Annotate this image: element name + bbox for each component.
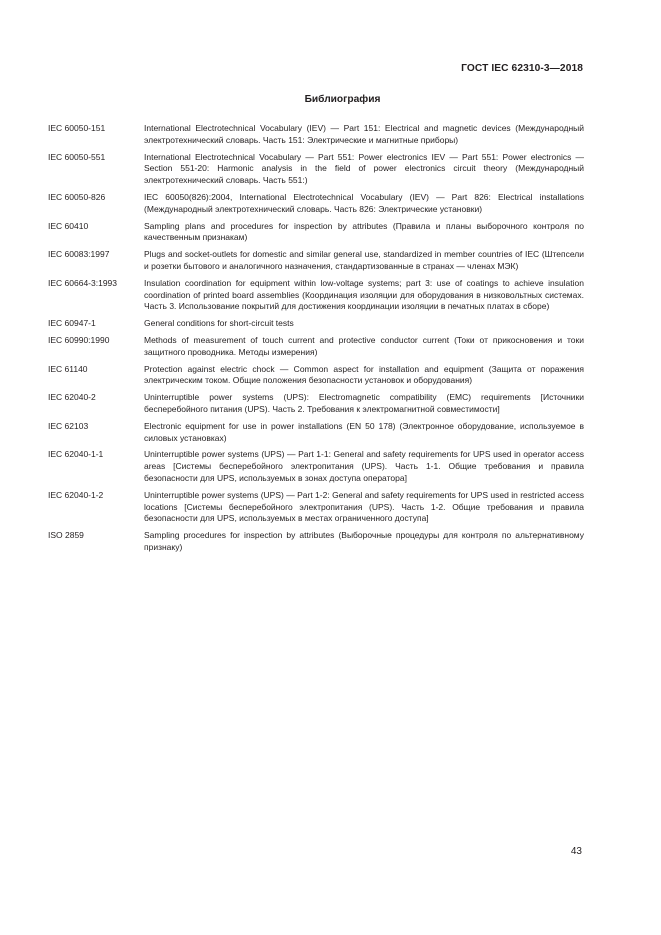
bibliography-entry bbox=[48, 278, 584, 313]
entry-text: Insulation coordination for equipment within low-voltage systems; part 3: use of coatings to achieve insulation coordination of printed board assemblies (Координация изоляции для оборудования в низковольтных системах. Часть 3. Использование покрытий для достижения координации изоляции в печатных платах в сборе) bbox=[144, 277, 584, 312]
entry-text: Uninterruptible power systems (UPS): Electromagnetic compatibility (EMC) requirements [Источники бесперебойного питания (UPS). Часть 2. Требования к электромагнитной совместимости] bbox=[144, 392, 584, 414]
entry-code: IEC 60990:1990 bbox=[48, 334, 110, 345]
page-title: Библиография bbox=[304, 94, 381, 105]
entry-text: Sampling plans and procedures for inspection by attributes (Правила и планы выборочного контроля по качественным признакам) bbox=[144, 220, 584, 243]
entry-code: IEC 62103 bbox=[48, 420, 89, 431]
entry-code: IEC 60664-3:1993 bbox=[48, 277, 117, 288]
entry-code: IEC 62040-1-2 bbox=[48, 489, 104, 500]
bibliography-entry bbox=[48, 318, 584, 330]
bibliography-entry bbox=[48, 364, 584, 388]
bibliography-entry bbox=[48, 449, 584, 484]
entry-text: Electronic equipment for use in power installations (EN 50 178) (Электронное оборудование, используемое в силовых установках) bbox=[144, 420, 584, 443]
entry-code: IEC 60083:1997 bbox=[48, 249, 110, 260]
bibliography-entry bbox=[48, 192, 584, 216]
entry-text: IEC 60050(826):2004, International Electrotechnical Vocabulary (IEV) — Part 826: Electrical installations (Международный электротехнический словарь. Часть 826: Электрические установки) bbox=[144, 191, 584, 214]
bibliography-entry bbox=[48, 392, 584, 416]
entry-text: Protection against electric chock — Common aspect for installation and equipment (Защита от поражения электрическим током. Общие положения безопасности установок и оборудования) bbox=[144, 363, 584, 386]
entry-text: International Electrotechnical Vocabulary — Part 551: Power electronics IEV — Part 551: Power electronics — Section 551-20: Harmonic analysis in the field of power electronics circuit theory (Международный электротехнический словарь. Часть 551:) bbox=[144, 151, 584, 186]
bibliography-entry bbox=[48, 530, 584, 554]
bibliography-entry bbox=[48, 335, 584, 359]
entry-text: Uninterruptible power systems (UPS) — Part 1-1: General and safety requirements for UPS used in operator access areas [Системы бесперебойного электропитания (UPS). Часть 1-1. Общие требования и правила безопасности для UPS, используемых в зонах доступа оператора] bbox=[144, 449, 584, 483]
entry-text: Plugs and socket-outlets for domestic and similar general use, standardized in member countries of IEC (Штепсели и розетки бытового и аналогичного назначения, стандартизованные в странах — членах МЭК) bbox=[144, 249, 584, 271]
entry-code: IEC 60050-551 bbox=[48, 151, 106, 162]
bibliography-entry bbox=[48, 152, 584, 187]
entry-code: IEC 60947-1 bbox=[48, 318, 96, 329]
bibliography-list bbox=[48, 123, 584, 559]
bibliography-entry bbox=[48, 221, 584, 245]
bibliography-entry bbox=[48, 249, 584, 273]
entry-code: IEC 61140 bbox=[48, 363, 88, 374]
entry-text: Methods of measurement of touch current and protective conductor current (Токи от прикосновения и токи защитного проводника. Методы измерения) bbox=[144, 334, 584, 357]
bibliography-entry bbox=[48, 490, 584, 525]
entry-code: IEC 60050-826 bbox=[48, 191, 106, 202]
standard-designation: ГОСТ IEC 62310-3—2018 bbox=[461, 63, 583, 74]
entry-code: ISO 2859 bbox=[48, 530, 84, 541]
entry-code: IEC 62040-2 bbox=[48, 392, 96, 403]
entry-text: Uninterruptible power systems (UPS) — Part 1-2: General and safety requirements for UPS used in restricted access locations [Системы бесперебойного электропитания (UPS). Часть 1-2. Общие требования и правила безопасности для UPS, используемых в местах ограниченного доступа] bbox=[144, 489, 584, 524]
entry-code: IEC 60050-151 bbox=[48, 123, 106, 133]
bibliography-entry bbox=[48, 123, 584, 147]
entry-text: International Electrotechnical Vocabulary (IEV) — Part 151: Electrical and magnetic devices (Международный электротехнический словарь. Часть 151: Электрические и магнитные приборы) bbox=[144, 123, 584, 145]
entry-text: Sampling procedures for inspection by attributes (Выборочные процедуры для контроля по альтернативному признаку) bbox=[144, 530, 584, 552]
entry-code: IEC 62040-1-1 bbox=[48, 449, 104, 460]
page-number: 43 bbox=[570, 846, 582, 857]
entry-code: IEC 60410 bbox=[48, 220, 89, 231]
entry-text: General conditions for short-circuit tests bbox=[144, 318, 294, 329]
bibliography-entry bbox=[48, 421, 584, 445]
